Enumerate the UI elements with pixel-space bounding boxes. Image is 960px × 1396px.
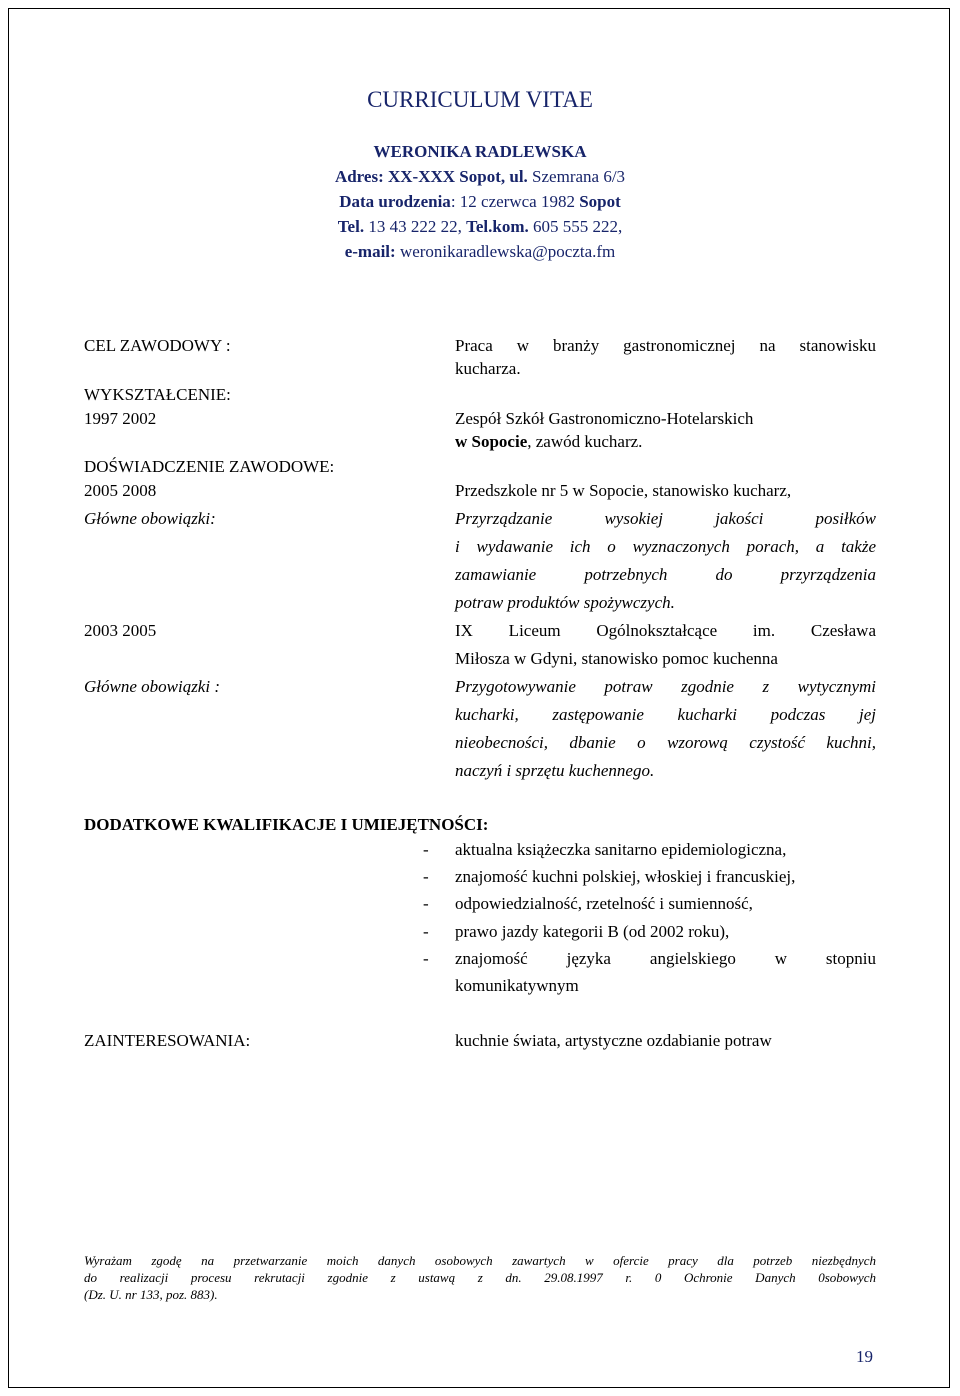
experience2-duties-label: Główne obowiązki :	[84, 677, 220, 696]
skills-label: DODATKOWE KWALIFIKACJE I UMIEJĘTNOŚCI:	[84, 815, 489, 834]
experience2-duty-line2: kucharki, zastępowanie kucharki podczas jej	[455, 705, 876, 724]
skills-item-5-cont: komunikatywnym	[455, 976, 579, 995]
skills-item-1: aktualna książeczka sanitarno epidemiologiczna,	[455, 840, 787, 859]
education-city: w Sopocie	[455, 432, 528, 451]
experience1-duty-line1: Przyrządzanie wysokiej jakości posiłków	[455, 509, 876, 528]
skills-item-3: odpowiedzialność, rzetelność i sumienność,	[455, 894, 753, 913]
tel-label: Tel.	[337, 217, 365, 236]
phone-line	[0, 217, 960, 237]
skills-dash-2: -	[423, 867, 429, 886]
skills-dash-3: -	[423, 894, 429, 913]
telkom-label: Tel.kom.	[466, 217, 529, 236]
skills-dash-5: -	[423, 949, 429, 968]
email-line	[0, 242, 960, 262]
experience1-duty-line4: potraw produktów spożywczych.	[455, 593, 675, 612]
experience-label: DOŚWIADCZENIE ZAWODOWE:	[84, 457, 335, 476]
experience1-duty-line3: zamawianie potrzebnych do przyrządzenia	[455, 565, 876, 584]
address-line	[0, 167, 960, 187]
consent-line2: do realizacji procesu rekrutacji zgodnie z ustawą z dn. 29.08.1997 r. 0 Ochronie Danych 0sobowych	[84, 1270, 876, 1285]
skills-dash-1: -	[423, 840, 429, 859]
experience1-place: Przedszkole nr 5 w Sopocie, stanowisko kucharz,	[455, 481, 792, 500]
career-goal-line2: kucharza.	[455, 359, 521, 378]
skills-item-2: znajomość kuchni polskiej, włoskiej i francuskiej,	[455, 867, 796, 886]
consent-line1: Wyrażam zgodę na przetwarzanie moich danych osobowych zawartych w ofercie pracy dla potrzeb niezbędnych	[84, 1253, 876, 1268]
email-label: e-mail:	[344, 242, 396, 261]
consent-line3: (Dz. U. nr 133, poz. 883).	[84, 1287, 218, 1302]
experience1-years: 2005 2008	[84, 481, 157, 500]
experience1-duty-line2: i wydawanie ich o wyznaczonych porach, a także	[455, 537, 876, 556]
interests-label: ZAINTERESOWANIA:	[84, 1031, 251, 1050]
experience2-duty-line1: Przygotowywanie potraw zgodnie z wytycznymi	[455, 677, 876, 696]
career-goal-label: CEL ZAWODOWY :	[84, 336, 231, 355]
email-value: weronikaradlewska@poczta.fm	[395, 242, 616, 261]
dob-label: Data urodzenia	[339, 192, 451, 211]
education-profession: , zawód kucharz.	[527, 432, 643, 451]
education-school-line2	[455, 432, 642, 452]
experience2-years: 2003 2005	[84, 621, 157, 640]
career-goal-line1: Praca w branży gastronomicznej na stanowisku	[455, 336, 876, 355]
interests-value: kuchnie świata, artystyczne ozdabianie potraw	[455, 1031, 772, 1050]
education-years: 1997 2002	[84, 409, 157, 428]
dob-city: Sopot	[579, 192, 621, 211]
dob-line	[0, 192, 960, 212]
candidate-name: WERONIKA RADLEWSKA	[373, 142, 587, 161]
experience2-place-line1: IX Liceum Ogólnokształcące im. Czesława	[455, 621, 876, 640]
education-school: Zespół Szkół Gastronomiczno-Hotelarskich	[455, 409, 754, 428]
skills-dash-4: -	[423, 922, 429, 941]
skills-item-5: znajomość języka angielskiego w stopniu	[455, 949, 876, 968]
tel-value: 13 43 222 22,	[364, 217, 467, 236]
cv-title: CURRICULUM VITAE	[367, 87, 593, 112]
experience1-duties-label: Główne obowiązki:	[84, 509, 216, 528]
skills-item-4: prawo jazdy kategorii B (od 2002 roku),	[455, 922, 730, 941]
experience2-duty-line3: nieobecności, dbanie o wzorową czystość kuchni,	[455, 733, 876, 752]
dob-value: : 12 czerwca 1982	[450, 192, 580, 211]
telkom-value: 605 555 222,	[528, 217, 623, 236]
page-frame	[8, 8, 950, 1388]
education-label: WYKSZTAŁCENIE:	[84, 385, 231, 404]
address-value: Szemrana 6/3	[527, 167, 626, 186]
page-number: 19	[856, 1347, 873, 1366]
address-label: Adres: XX-XXX Sopot, ul.	[334, 167, 528, 186]
experience2-duty-line4: naczyń i sprzętu kuchennego.	[455, 761, 655, 780]
experience2-place-line2: Miłosza w Gdyni, stanowisko pomoc kuchenna	[455, 649, 778, 668]
